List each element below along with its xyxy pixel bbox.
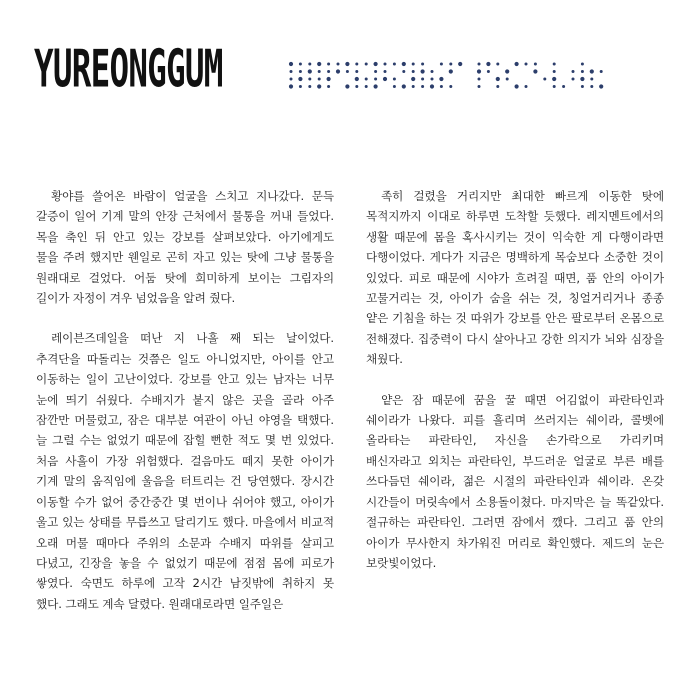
dot	[365, 63, 368, 66]
dot	[496, 77, 500, 81]
paragraph: 얕은 잠 때문에 꿈을 꿀 때면 어김없이 파란타인과 쉐이라가 나왔다. 피를 흘리며 쓰러지는 쉐이라, 콜벳에 올라타는 파란타인, 자신을 손가락으로 가리키며 배신자라고 외치는 파란타인, 부드러운 얼굴로 부른 배를 쓰다듬던 쉐이라, 젊은 시절의 파란타인과 쉐이라. 온갖 시간들이 머릿속에서 소용돌이쳤다. 마지막은 늘 똑같았다. 절규하는 파란타인. 그러면 잠에서 깼다. 그리고 품 안의 아이가 무사한지 차가워진 머리로 확인했다. 제드의 눈은 보랏빛이었다.	[366, 392, 664, 570]
dot	[525, 85, 528, 88]
page-title: YUREONGGUM	[34, 39, 223, 100]
dot	[543, 78, 546, 81]
dot	[590, 69, 594, 73]
dot	[477, 69, 481, 73]
dot	[393, 85, 396, 88]
dot	[431, 78, 434, 81]
dot	[327, 77, 331, 81]
dot	[402, 84, 406, 88]
dot	[590, 85, 593, 88]
dot	[346, 70, 349, 73]
dot	[393, 78, 396, 81]
dot	[580, 77, 584, 81]
paragraph: 레이븐즈데일을 떠난 지 나흘 째 되는 날이었다. 추격단을 따돌리는 것쯤은 일도 아니었지만, 아이를 안고 이동하는 일이 고난이었다. 강보를 안고 있는 남자는 너무 눈에 띄기 쉬웠다. 수배지가 붙지 않은 곳을 골라 아주 잠깐만 머물렀고, 잠은 대부분 여관이 아닌 야영을 택했다. 늘 그럴 수는 없었기 때문에 잡힐 뻔한 적도 몇 번 있었다. 처음 사흘이 가장 위험했다. 걸음마도 떼지 못한 아이가 기계 말의 움직임에 울음을 터트리는 건 당연했다. 장시간 이동할 수가 없어 중간중간 몇 번이나 쉬어야 했고, 아이가 울고 있는 상태를 무릅쓰고 달리기도 했다. 마을에서 비교적 오래 머물 때마다 주위의 소문과 수배지 따위를 살피고 다녔고, 긴장을 놓을 수 없었기 때문에 점점 몸에 피로가 쌓였다. 숙면도 하루에 고작 2시간 남짓밖에 취하지 못 했다. 그래도 계속 달렸다. 원래대로라면 일주일은	[36, 331, 334, 611]
dot	[431, 70, 434, 73]
dot	[318, 78, 321, 81]
dot	[458, 62, 462, 66]
dot	[299, 70, 302, 73]
dot	[289, 84, 293, 88]
dot	[412, 70, 415, 73]
dot	[439, 77, 443, 81]
dot	[449, 63, 452, 66]
dot	[317, 62, 321, 66]
dot	[553, 63, 556, 66]
dot	[336, 69, 340, 73]
dot	[299, 85, 302, 88]
dot	[412, 85, 415, 88]
dot	[590, 78, 593, 81]
dot	[412, 63, 415, 66]
dot	[600, 70, 603, 73]
dot	[534, 63, 537, 66]
dot	[553, 85, 556, 88]
left-column	[36, 186, 334, 634]
dot	[478, 63, 481, 66]
dot	[355, 70, 358, 73]
dot	[478, 78, 481, 81]
dot	[308, 85, 311, 88]
dot	[449, 85, 452, 88]
article-body	[36, 186, 664, 634]
dot	[599, 84, 603, 88]
dot	[581, 70, 584, 73]
dot	[384, 70, 387, 73]
dot	[318, 70, 321, 73]
dot	[402, 62, 406, 66]
dot	[365, 78, 368, 81]
dot	[327, 63, 330, 66]
dot	[581, 85, 584, 88]
dot	[402, 70, 405, 73]
dot	[421, 69, 425, 73]
dot	[506, 78, 509, 81]
dot	[515, 62, 519, 66]
dot	[487, 70, 490, 73]
dot	[421, 63, 424, 66]
dot	[440, 85, 443, 88]
dot	[327, 85, 330, 88]
dot	[374, 62, 378, 66]
dot	[515, 84, 519, 88]
dot	[552, 77, 556, 81]
dot	[317, 84, 321, 88]
dot	[533, 69, 537, 73]
dot	[440, 63, 443, 66]
dot	[308, 63, 311, 66]
dot	[553, 70, 556, 73]
dot	[298, 77, 302, 81]
dot	[289, 62, 293, 66]
paragraph: 족히 걸렸을 거리지만 최대한 빠르게 이동한 탓에 목적지까지 이대로 하루면 도착할 듯했다. 레지멘트에서의 생활 때문에 몸을 혹사시키는 것이 익숙한 게 다행이라면 다행이었다. 게다가 지금은 명백하게 목숨보다 소중한 것이 있었다. 피로 때문에 시야가 흐려질 때면, 품 안의 아이가 꼬물거리는 것, 아이가 숨을 쉬는 것, 칭얼거리거나 종종 얕은 기침을 하는 것 따위가 강보를 안은 팔로부터 온몸으로 전해졌다. 집중력이 다시 살아나고 강한 의지가 뇌와 심장을 채웠다.	[366, 189, 664, 367]
dot	[572, 70, 575, 73]
paragraph: 황야를 쓸어온 바람이 얼굴을 스치고 지나갔다. 문득 갈증이 일어 기계 말의 안장 근처에서 물통을 꺼내 들었다. 목을 축인 뒤 안고 있는 강보를 살펴보았다. 아기에게도 물을 주려 했지만 웬일로 곤히 자고 있는 탓에 그냥 물통을 원래대로 걸었다. 어둠 탓에 희미하게 보이는 그림자의 길이가 자정이 겨우 넘었음을 알려 줬다.	[36, 189, 334, 306]
dot	[478, 85, 481, 88]
dot	[290, 78, 293, 81]
dot	[421, 78, 424, 81]
dot	[374, 84, 378, 88]
dot	[327, 70, 330, 73]
dot	[393, 63, 396, 66]
header	[34, 32, 280, 100]
dot	[374, 70, 377, 73]
dot	[496, 85, 499, 88]
dot	[411, 77, 415, 81]
dot-pattern-decoration	[287, 60, 647, 92]
dot	[290, 70, 293, 73]
dot	[337, 63, 340, 66]
right-column	[366, 186, 664, 634]
dot	[345, 62, 349, 66]
dot	[525, 63, 528, 66]
dot	[355, 77, 359, 81]
dot	[430, 84, 434, 88]
dot	[581, 63, 584, 66]
dot	[384, 63, 387, 66]
dot	[421, 85, 424, 88]
dot	[496, 63, 499, 66]
dot	[572, 78, 575, 81]
dot	[308, 69, 312, 73]
dot	[308, 78, 311, 81]
dot	[299, 63, 302, 66]
dot	[449, 69, 453, 73]
dot	[345, 84, 349, 88]
dot	[374, 78, 377, 81]
dot	[355, 63, 358, 66]
dot	[355, 85, 358, 88]
dot	[383, 77, 387, 81]
dot	[486, 62, 490, 66]
dot	[365, 85, 368, 88]
dot	[505, 69, 509, 73]
dot	[562, 85, 565, 88]
